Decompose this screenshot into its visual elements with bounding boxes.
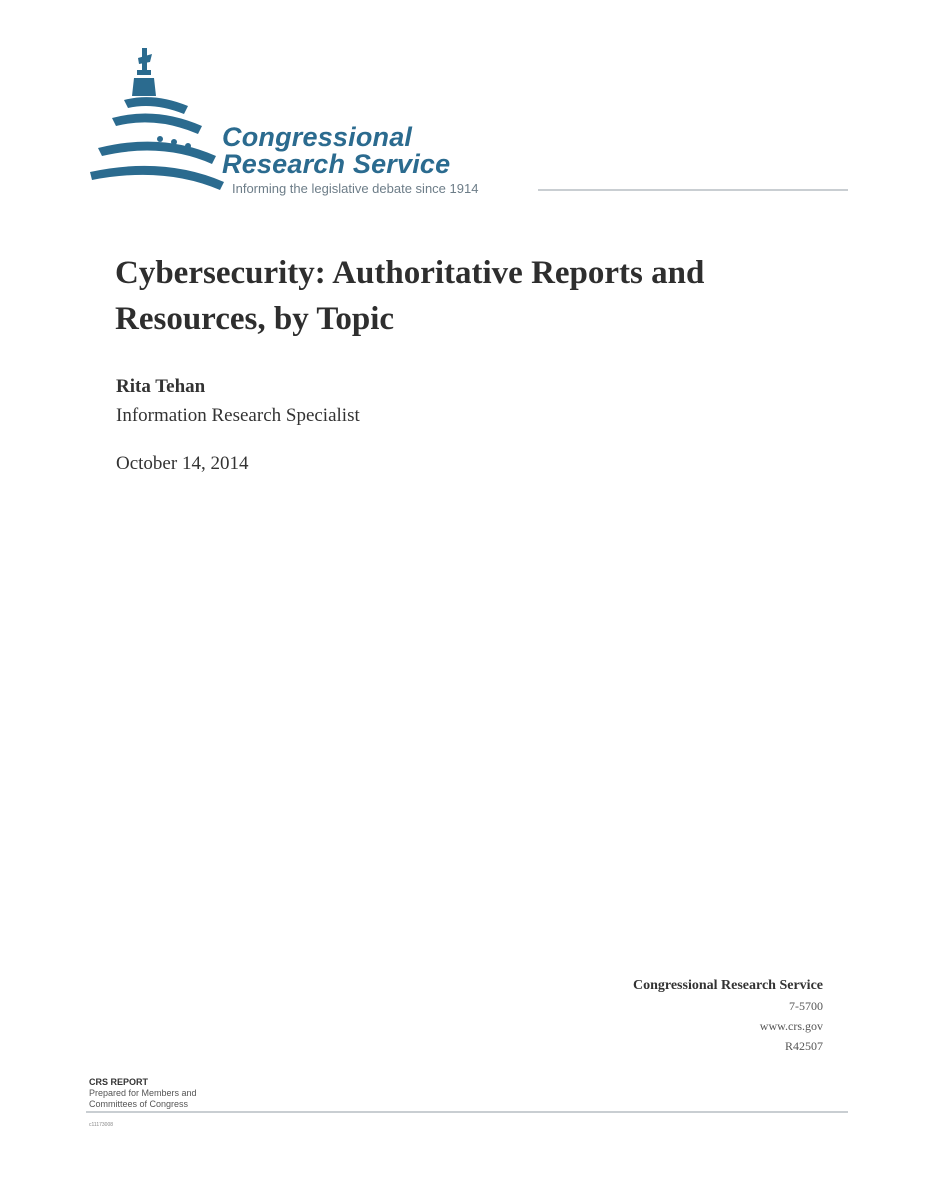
report-date: October 14, 2014 bbox=[116, 453, 249, 474]
footer-label-line2: Prepared for Members and bbox=[89, 1088, 197, 1098]
publisher-website: www.crs.gov bbox=[759, 1019, 823, 1033]
org-name bbox=[222, 124, 450, 178]
footer-tiny-code: c11173008 bbox=[89, 1122, 114, 1128]
org-name-line2: Research Service bbox=[222, 149, 451, 179]
author-title: Information Research Specialist bbox=[116, 405, 360, 426]
org-name-line1: Congressional bbox=[222, 122, 413, 152]
author-name: Rita Tehan bbox=[116, 376, 206, 397]
publisher-name: Congressional Research Service bbox=[632, 978, 823, 993]
capitol-dome-logo-icon bbox=[84, 44, 234, 200]
publisher-code: 7-5700 bbox=[789, 999, 823, 1013]
report-number: R42507 bbox=[784, 1039, 823, 1053]
header-divider bbox=[538, 189, 848, 191]
footer-label-line3: Committees of Congress bbox=[89, 1099, 189, 1109]
footer-label bbox=[89, 1077, 197, 1110]
publisher-block bbox=[633, 976, 823, 1056]
footer-divider bbox=[86, 1111, 848, 1113]
footer-label-line1: CRS REPORT bbox=[89, 1077, 149, 1087]
report-title: Cybersecurity: Authoritative Reports and Resources, by Topic bbox=[115, 255, 705, 337]
org-tagline: Informing the legislative debate since 1914 bbox=[232, 181, 479, 196]
